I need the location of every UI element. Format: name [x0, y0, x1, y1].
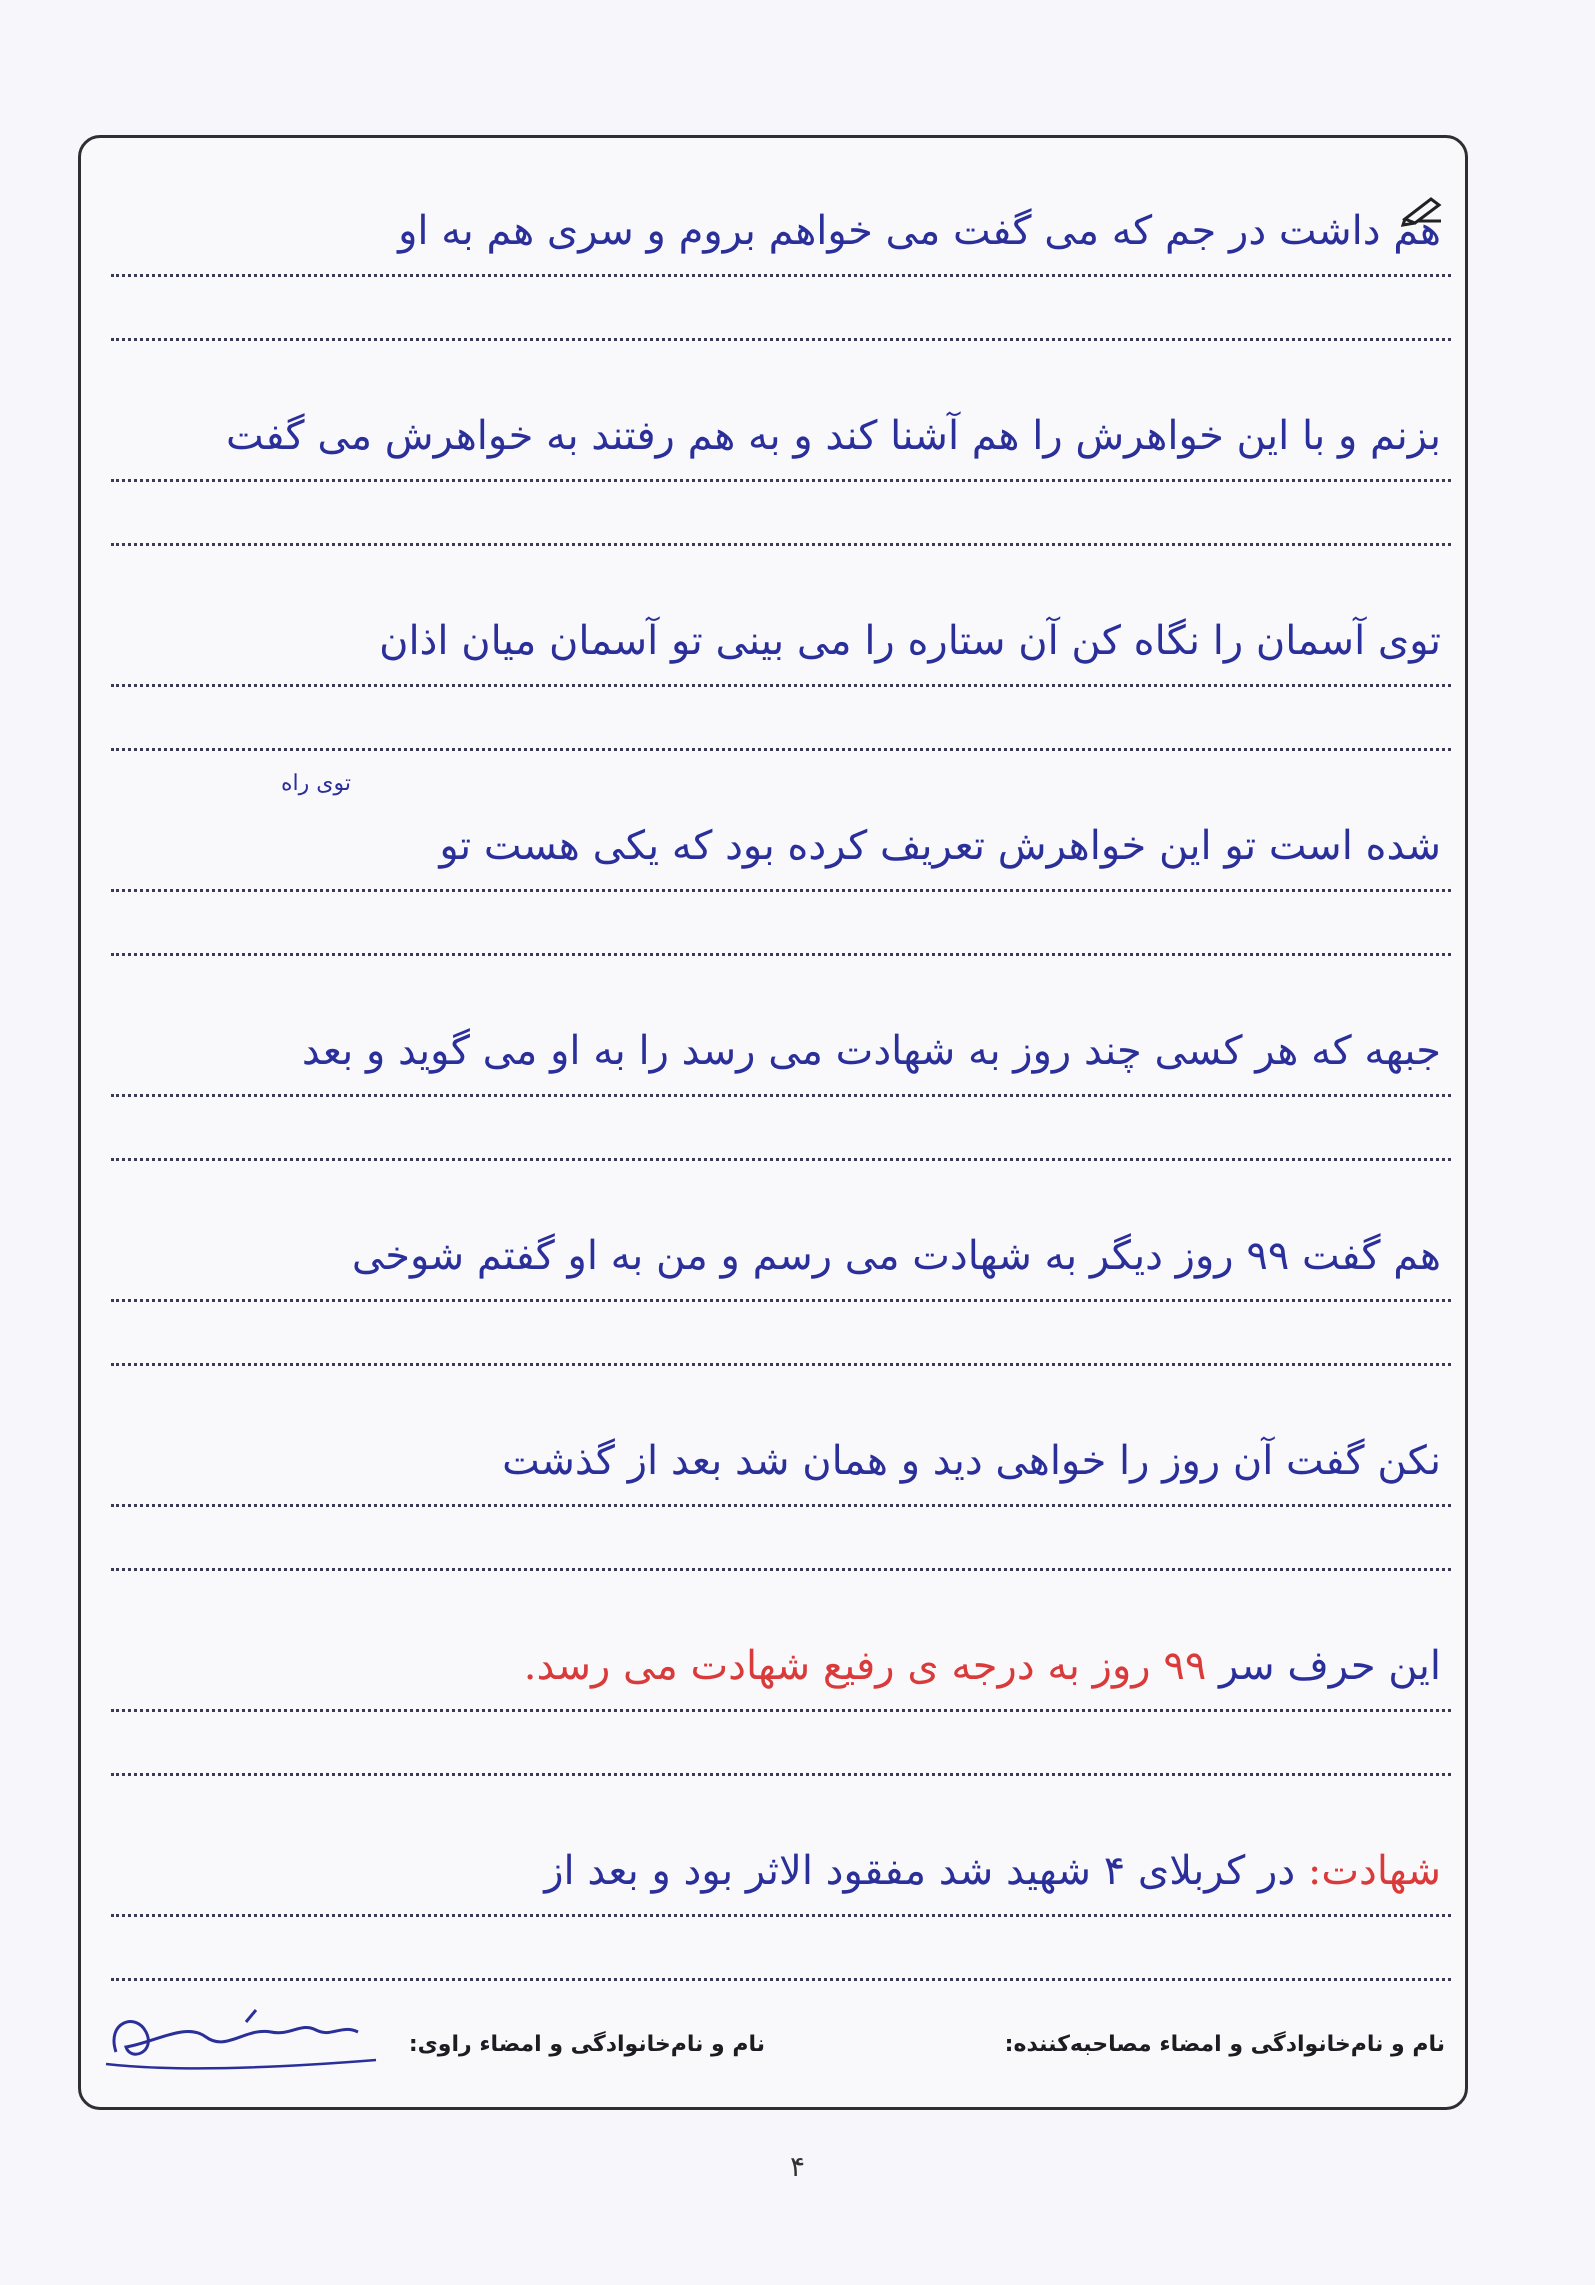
line-text	[111, 1621, 1441, 1711]
ruled-line	[111, 684, 1451, 687]
ruled-line	[111, 1773, 1451, 1776]
line-text-red: شهادت:	[1307, 1848, 1441, 1894]
line-text: توی آسمان را نگاه کن آن ستاره را می بینی تو آسمان میان اذان	[379, 618, 1441, 664]
interview-page-frame	[78, 135, 1468, 2110]
ruled-line	[111, 953, 1451, 956]
handwritten-line-5	[111, 998, 1451, 1158]
line-text: نکن گفت آن روز را خواهی دید و همان شد بعد از گذشت	[502, 1438, 1441, 1484]
handwritten-line-8	[111, 1613, 1451, 1773]
ruled-line	[111, 1299, 1451, 1302]
handwritten-line-9	[111, 1818, 1451, 1978]
line-text: جبهه که هر کسی چند روز به شهادت می رسد را به او می گوید و بعد	[301, 1028, 1441, 1074]
ruled-line	[111, 1568, 1451, 1571]
ruled-line	[111, 1094, 1451, 1097]
ruled-line	[111, 338, 1451, 341]
ruled-line	[111, 1709, 1451, 1712]
ruled-line	[111, 274, 1451, 277]
line-text: بزنم و با این خواهرش را هم آشنا کند و به هم رفتند به خواهرش می گفت	[226, 413, 1441, 459]
line-text: هم داشت در جم که می گفت می خواهم بروم و سری هم به او	[398, 208, 1441, 254]
line-text-blue: در کربلای ۴ شهید شد مفقود الاثر بود و بعد از	[544, 1848, 1296, 1894]
handwritten-line-6	[111, 1203, 1451, 1363]
line-text-blue: این حرف سر	[1219, 1643, 1441, 1689]
ruled-line	[111, 748, 1451, 751]
ruled-line	[111, 1914, 1451, 1917]
ruled-line	[111, 1158, 1451, 1161]
line-text: شده است تو این خواهرش تعریف کرده بود که یکی هست تو	[439, 823, 1441, 869]
ruled-line	[111, 1363, 1451, 1366]
ruled-line	[111, 889, 1451, 892]
ruled-line	[111, 1978, 1451, 1981]
narrator-signature-label: نام و نام‌خانوادگی و امضاء راوی:	[408, 2032, 765, 2057]
handwritten-line-3	[111, 588, 1451, 748]
line-text-red: ۹۹ روز به درجه ی رفیع شهادت می رسد.	[523, 1643, 1207, 1689]
ruled-line	[111, 543, 1451, 546]
handwritten-line-4	[111, 771, 1451, 953]
handwritten-line-1	[111, 178, 1451, 338]
interviewer-signature-label: نام و نام‌خانوادگی و امضاء مصاحبه‌کننده:	[1004, 2032, 1445, 2057]
ruled-line	[111, 1504, 1451, 1507]
line-text	[111, 1826, 1441, 1916]
interlinear-insertion: توی راه	[281, 771, 351, 796]
handwritten-line-7	[111, 1408, 1451, 1568]
signature-footer	[81, 2002, 1465, 2082]
ruled-line	[111, 479, 1451, 482]
handwritten-line-2	[111, 383, 1451, 543]
page-number: ۴	[789, 2150, 806, 2183]
line-text: هم گفت ۹۹ روز دیگر به شهادت می رسم و من به او گفتم شوخی	[351, 1233, 1441, 1279]
signature-icon	[96, 2002, 396, 2077]
